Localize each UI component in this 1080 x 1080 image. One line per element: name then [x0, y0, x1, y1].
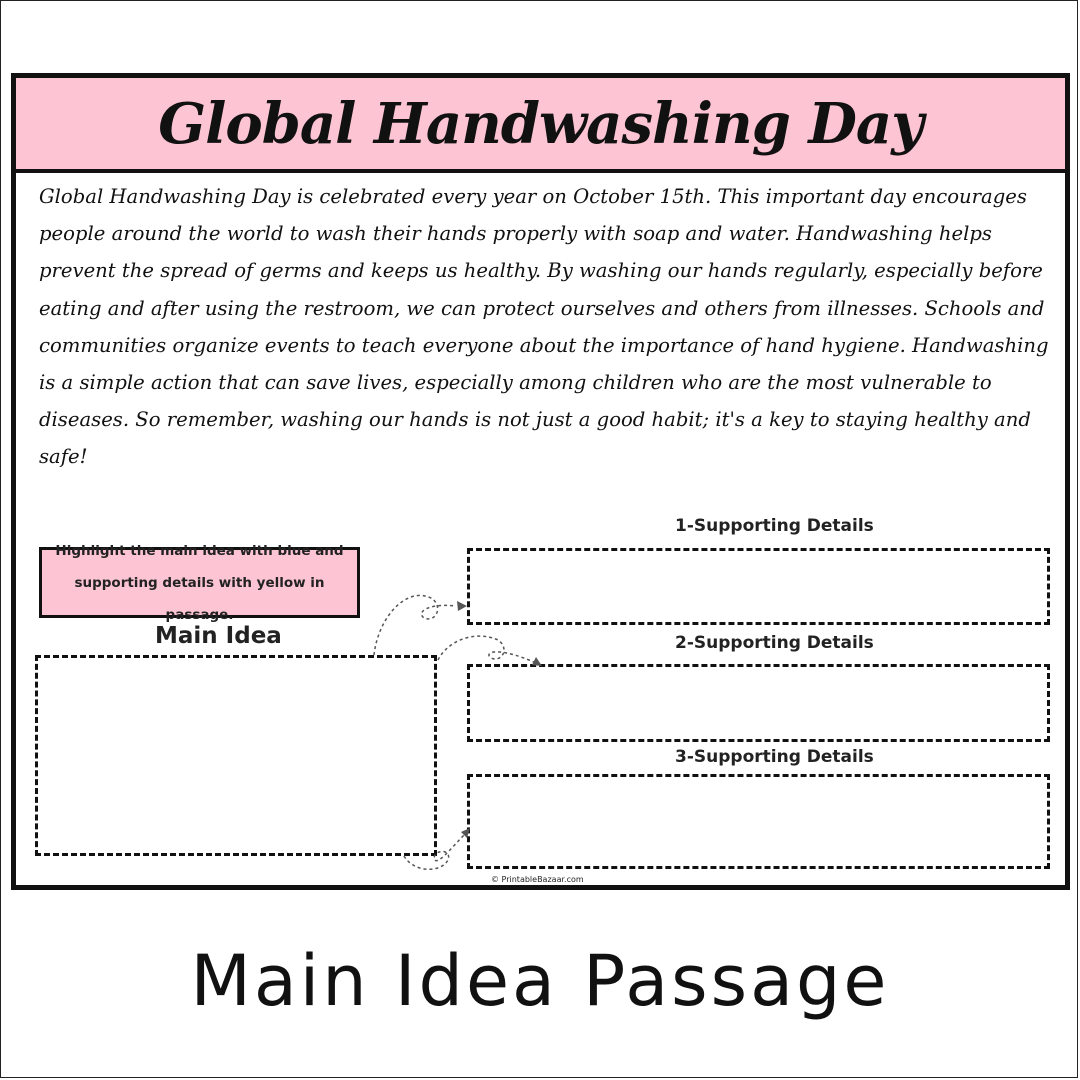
supporting-details-label-3: 3-Supporting Details	[675, 747, 874, 767]
arrow-to-detail-1	[374, 595, 456, 655]
arrow-to-detail-3	[404, 833, 466, 869]
main-idea-label: Main Idea	[155, 623, 282, 649]
instruction-box: Highlight the main idea with blue and supporting details with yellow in passage.	[39, 547, 360, 618]
arrowhead-1	[457, 601, 467, 611]
supporting-details-label-1: 1-Supporting Details	[675, 516, 874, 536]
caption: Main Idea Passage	[190, 940, 890, 1022]
arrow-to-detail-2	[438, 636, 536, 663]
connector-arrows	[16, 78, 1065, 885]
worksheet	[11, 73, 1070, 890]
passage-text: Global Handwashing Day is celebrated every year on October 15th. This important day encourages people around the world to wash their hands properly with soap and water. Handwashing helps prevent the spread of germs and keeps us healthy. By washing our hands regularly, especially before eating and after using the restroom, we can protect ourselves and others from illnesses. Schools and communities organize events to teach everyone about the importance of hand hygiene. Handwashing is a simple action that can save lives, especially among children who are the most vulnerable to diseases. So remember, washing our hands is not just a good habit; it's a key to staying healthy and safe!	[39, 185, 1049, 469]
worksheet-title: Global Handwashing Day	[158, 90, 923, 157]
supporting-details-label-2: 2-Supporting Details	[675, 633, 874, 653]
copyright-notice: © PrintableBazaar.com	[491, 875, 584, 884]
